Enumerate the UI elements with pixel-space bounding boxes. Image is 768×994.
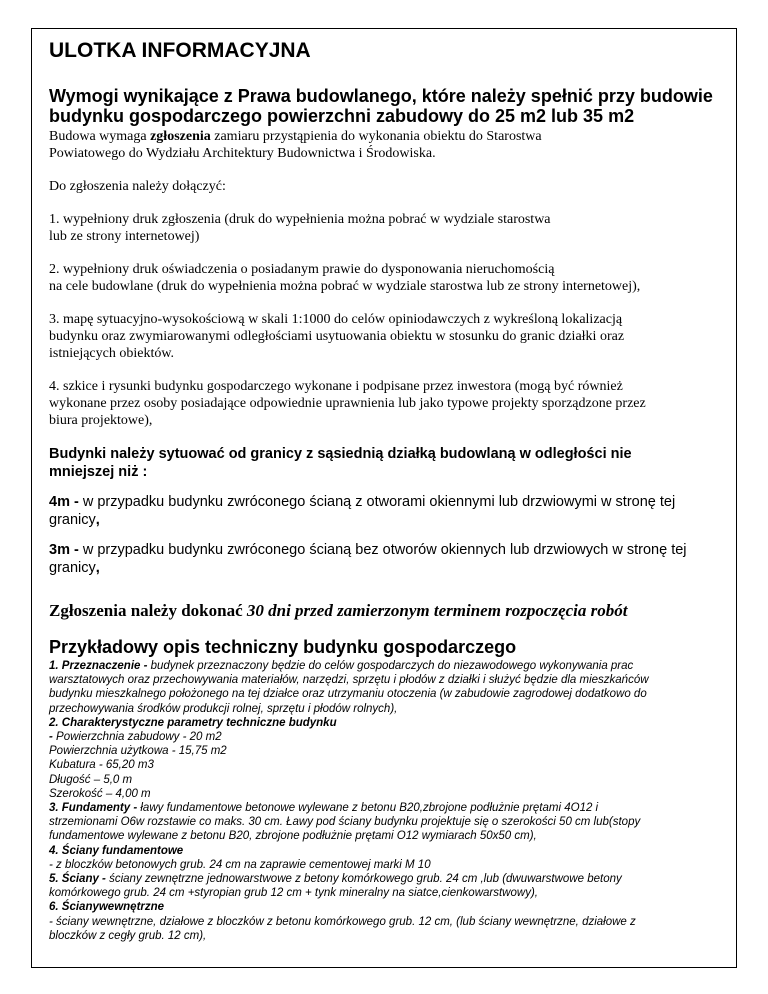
- intro-text-line2: Powiatowego do Wydziału Architektury Budownictwa i Środowiska.: [49, 146, 436, 161]
- spec-1-label: 1. Przeznaczenie -: [49, 660, 151, 672]
- attachment-1-line1: 1. wypełniony druk zgłoszenia (druk do wypełnienia można pobrać w wydziale starostwa: [49, 212, 551, 227]
- distance-value-3m: 3m -: [49, 542, 83, 558]
- attachment-item-1: [49, 211, 729, 245]
- spec-5-line2: komórkowego grub. 24 cm +styropian grub 12 cm + tynk mineralny na siatce,cienkowarstwowy),: [49, 887, 538, 900]
- spec-4-label: 4. Ściany fundamentowe: [49, 844, 184, 857]
- document-body: [49, 38, 729, 943]
- spec-2-item-volume: Kubatura - 65,20 m3: [49, 759, 154, 772]
- spec-section-2: [49, 716, 729, 801]
- spec-1-line4: przechowywania środków produkcji rolnej, sprzętu i płodów rolnych),: [49, 702, 398, 715]
- attachment-4-line2: wykonane przez osoby posiadające odpowiednie uprawnienia lub jako typowe projekty sporządzone przez: [49, 396, 646, 411]
- setback-rule-line1: Budynki należy sytuować od granicy z sąsiednią działką budowlaną w odległości nie: [49, 446, 632, 462]
- attachment-4-line3: biura projektowe),: [49, 413, 153, 428]
- spec-2-dash: -: [49, 731, 57, 744]
- intro-text-after: zamiaru przystąpienia do wykonania obiektu do Starostwa: [210, 129, 542, 144]
- distance-3m-line1: w przypadku budynku zwróconego ścianą bez otworów okiennych lub drzwiowych w stronę tej: [82, 542, 687, 558]
- spec-2-item-length: Długość – 5,0 m: [49, 773, 133, 786]
- document-title: ULOTKA INFORMACYJNA: [49, 39, 311, 62]
- attachments-label: Do zgłoszenia należy dołączyć:: [49, 179, 226, 194]
- distance-rule-3m: [49, 541, 729, 577]
- spec-1-line2: warsztatowych oraz przechowywania materiałów, narzędzi, sprzętu i płodów z działki i służyć będzie dla mieszkańców: [49, 674, 649, 687]
- spec-6-line1: - ściany wewnętrzne, działowe z bloczków z betonu komórkowego grub. 12 cm, (lub ściany wewnętrzne, działowe z: [49, 915, 636, 928]
- spec-5-line1: ściany zewnętrzne jednowarstwowe z betony komórkowego grub. 24 cm ,lub (dwuwarstwowe betony: [109, 873, 622, 886]
- spec-3-line2: strzemionami O6w rozstawie co maks. 30 cm. Ławy pod ściany budynku projektuje się o szerokości 50 cm lub(stopy: [49, 816, 641, 829]
- deadline-notice: [49, 601, 729, 621]
- deadline-text: Zgłoszenia należy dokonać: [49, 601, 247, 620]
- spec-2-item-width: Szerokość – 4,00 m: [49, 787, 151, 800]
- spec-heading: Przykładowy opis techniczny budynku gospodarczego: [49, 637, 517, 657]
- spec-2-label: 2. Charakterystyczne parametry techniczne budynku: [49, 716, 337, 729]
- distance-value-4m: 4m -: [49, 494, 83, 510]
- distance-3m-line2: granicy: [49, 560, 96, 576]
- attachment-item-4: [49, 378, 729, 429]
- setback-rule-line2: mniejszej niż :: [49, 464, 148, 480]
- spec-6-label: 6. Ścianywewnętrzne: [49, 901, 165, 914]
- spec-6-line2: bloczków z cegły grub. 12 cm),: [49, 929, 207, 942]
- distance-4m-end: ,: [95, 512, 100, 528]
- requirements-heading: Wymogi wynikające z Prawa budowlanego, które należy spełnić przy budowie budynku gospodarczego powierzchni zabudowy do 25 m2 lub 35 m2: [49, 86, 713, 126]
- spec-3-line1: ławy fundamentowe betonowe wylewane z betonu B20,zbrojone podłużnie prętami 4O12 i: [140, 802, 599, 815]
- spec-3-label: 3. Fundamenty -: [49, 802, 141, 815]
- spec-section-3: [49, 801, 729, 844]
- deadline-italic-text: 30 dni przed zamierzonym terminem rozpoczęcia robót: [246, 601, 628, 620]
- spec-4-line1: - z bloczków betonowych grub. 24 cm na zaprawie cementowej marki M 10: [49, 858, 431, 871]
- spec-1-line1: budynek przeznaczony będzie do celów gospodarczych do niezawodowego wykonywania prac: [150, 660, 634, 672]
- attachment-4-line1: 4. szkice i rysunki budynku gospodarczego wykonane i podpisane przez inwestora (mogą być również: [49, 379, 623, 394]
- spec-3-line3: fundamentowe wylewane z betonu B20, zbrojone podłużnie prętami O12 wymiarach 50x50 cm),: [49, 830, 537, 843]
- spec-5-label: 5. Ściany -: [49, 873, 110, 886]
- distance-rule-4m: [49, 493, 729, 529]
- attachment-3-line1: 3. mapę sytuacyjno-wysokościową w skali 1:1000 do celów opiniodawczych z wykreśloną lokalizacją: [49, 312, 623, 327]
- spec-section-6: [49, 900, 729, 943]
- technical-description: [49, 659, 729, 943]
- spec-section-5: [49, 872, 729, 900]
- setback-rule-heading: [49, 445, 729, 481]
- attachment-1-line2: lub ze strony internetowej): [49, 229, 200, 244]
- distance-3m-end: ,: [95, 560, 100, 576]
- distance-4m-line1: w przypadku budynku zwróconego ścianą z otworami okiennymi lub drzwiowymi w stronę tej: [82, 494, 676, 510]
- attachment-3-line3: istniejących obiektów.: [49, 346, 175, 361]
- attachment-2-line2: na cele budowlane (druk do wypełnienia można pobrać w wydziale starostwa lub ze strony internetowej),: [49, 279, 641, 294]
- intro-paragraph: [49, 128, 729, 162]
- spec-1-line3: budynku mieszkalnego położonego na tej działce oraz utrzymaniu otoczenia (w zabudowie zagrodowej dodatkowo do: [49, 688, 647, 701]
- spec-2-item-area: Powierzchnia zabudowy - 20 m2: [56, 731, 222, 744]
- attachment-3-line2: budynku oraz zwymiarowanymi odległościami usytuowania obiektu w stosunku do granic działki oraz: [49, 329, 625, 344]
- spec-section-4: [49, 844, 729, 872]
- distance-4m-line2: granicy: [49, 512, 96, 528]
- spec-section-1: [49, 659, 729, 716]
- attachment-item-3: [49, 311, 729, 362]
- spec-2-item-usable-area: Powierzchnia użytkowa - 15,75 m2: [49, 745, 227, 758]
- attachment-2-line1: 2. wypełniony druk oświadczenia o posiadanym prawie do dysponowania nieruchomością: [49, 262, 555, 277]
- intro-text-before: Budowa wymaga: [49, 129, 151, 144]
- intro-bold-term: zgłoszenia: [150, 129, 211, 144]
- attachment-item-2: [49, 261, 729, 295]
